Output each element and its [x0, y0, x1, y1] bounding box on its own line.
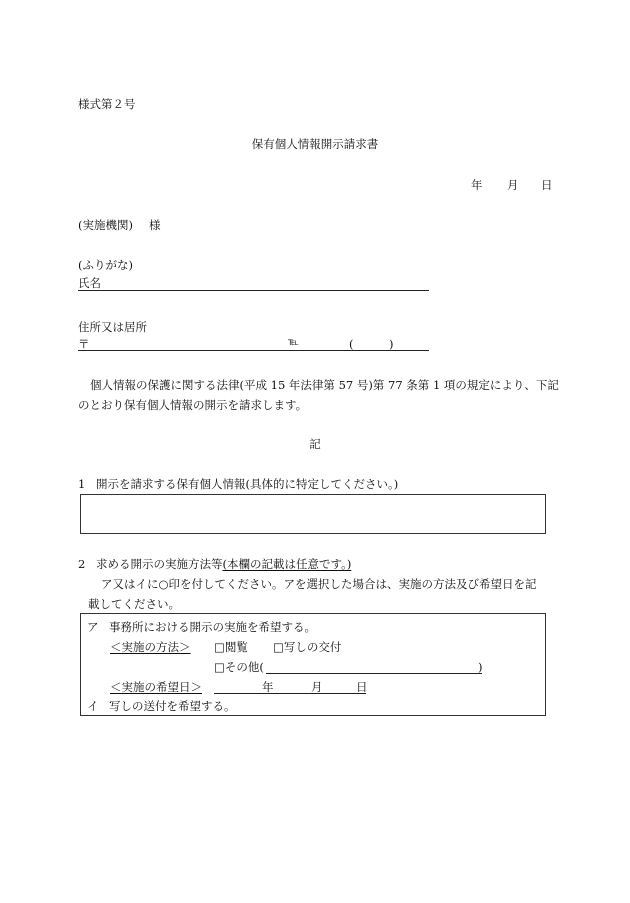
option-b-text: 写しの送付を希望する。 [109, 699, 236, 713]
desired-date-field[interactable] [214, 693, 366, 694]
body-line-1: 個人情報の保護に関する法律(平成 15 年法律第 57 号)第 77 条第 1 項の規定により、下記 [90, 378, 559, 392]
tel-paren-open: ( [349, 337, 354, 351]
checkbox-copy[interactable]: □写しの交付 [273, 640, 342, 654]
other-close-paren: ) [478, 660, 483, 674]
body-line-2: のとおり保有個人情報の開示を請求します。 [78, 398, 308, 412]
name-field[interactable] [78, 290, 429, 291]
postal-mark: 〒 [78, 337, 90, 351]
section2-optional-note: (本欄の記載は任意です。) [222, 557, 352, 571]
option-a-marker[interactable]: ア [87, 620, 99, 634]
address-label: 住所又は居所 [78, 320, 147, 334]
section2-number: 2 [78, 557, 86, 571]
name-label: 氏名 [78, 276, 101, 290]
ki-heading: 記 [309, 437, 321, 451]
date-day: 日 [541, 178, 553, 192]
tel-paren-close: ) [389, 337, 394, 351]
section2-label [96, 557, 351, 571]
section2-label-text: 求める開示の実施方法等 [96, 557, 223, 571]
checkbox-other[interactable]: □その他( [214, 660, 264, 674]
desired-date-month: 月 [311, 680, 323, 694]
form-title: 保有個人情報開示請求書 [251, 137, 379, 151]
desired-date-day: 日 [356, 680, 368, 694]
option-a-text: 事務所における開示の実施を希望する。 [109, 620, 316, 634]
date-month: 月 [507, 178, 519, 192]
desired-date-label: ＜実施の希望日＞ [110, 680, 202, 694]
tel-label: ℡ [288, 337, 299, 348]
method-label: ＜実施の方法＞ [110, 640, 191, 654]
address-field[interactable] [78, 350, 429, 351]
section2-instruction-1: ア又はイに○印を付してください。アを選択した場合は、実施の方法及び希望日を記 [101, 577, 537, 591]
addressee-agency: (実施機関) [78, 218, 133, 232]
date-year: 年 [471, 178, 483, 192]
section1-number: 1 [78, 477, 86, 491]
option-b-marker[interactable]: イ [87, 699, 99, 713]
other-method-field[interactable] [266, 673, 482, 674]
furigana-label: (ふりがな) [78, 258, 133, 272]
checkbox-viewing[interactable]: □閲覧 [214, 640, 248, 654]
section2-instruction-2: 載してください。 [88, 597, 180, 611]
form-number: 様式第２号 [78, 97, 136, 111]
section1-label: 開示を請求する保有個人情報(具体的に特定してください。) [96, 477, 399, 491]
section1-input-box[interactable] [80, 494, 546, 534]
desired-date-year: 年 [262, 680, 274, 694]
addressee-honorific: 様 [149, 218, 161, 232]
